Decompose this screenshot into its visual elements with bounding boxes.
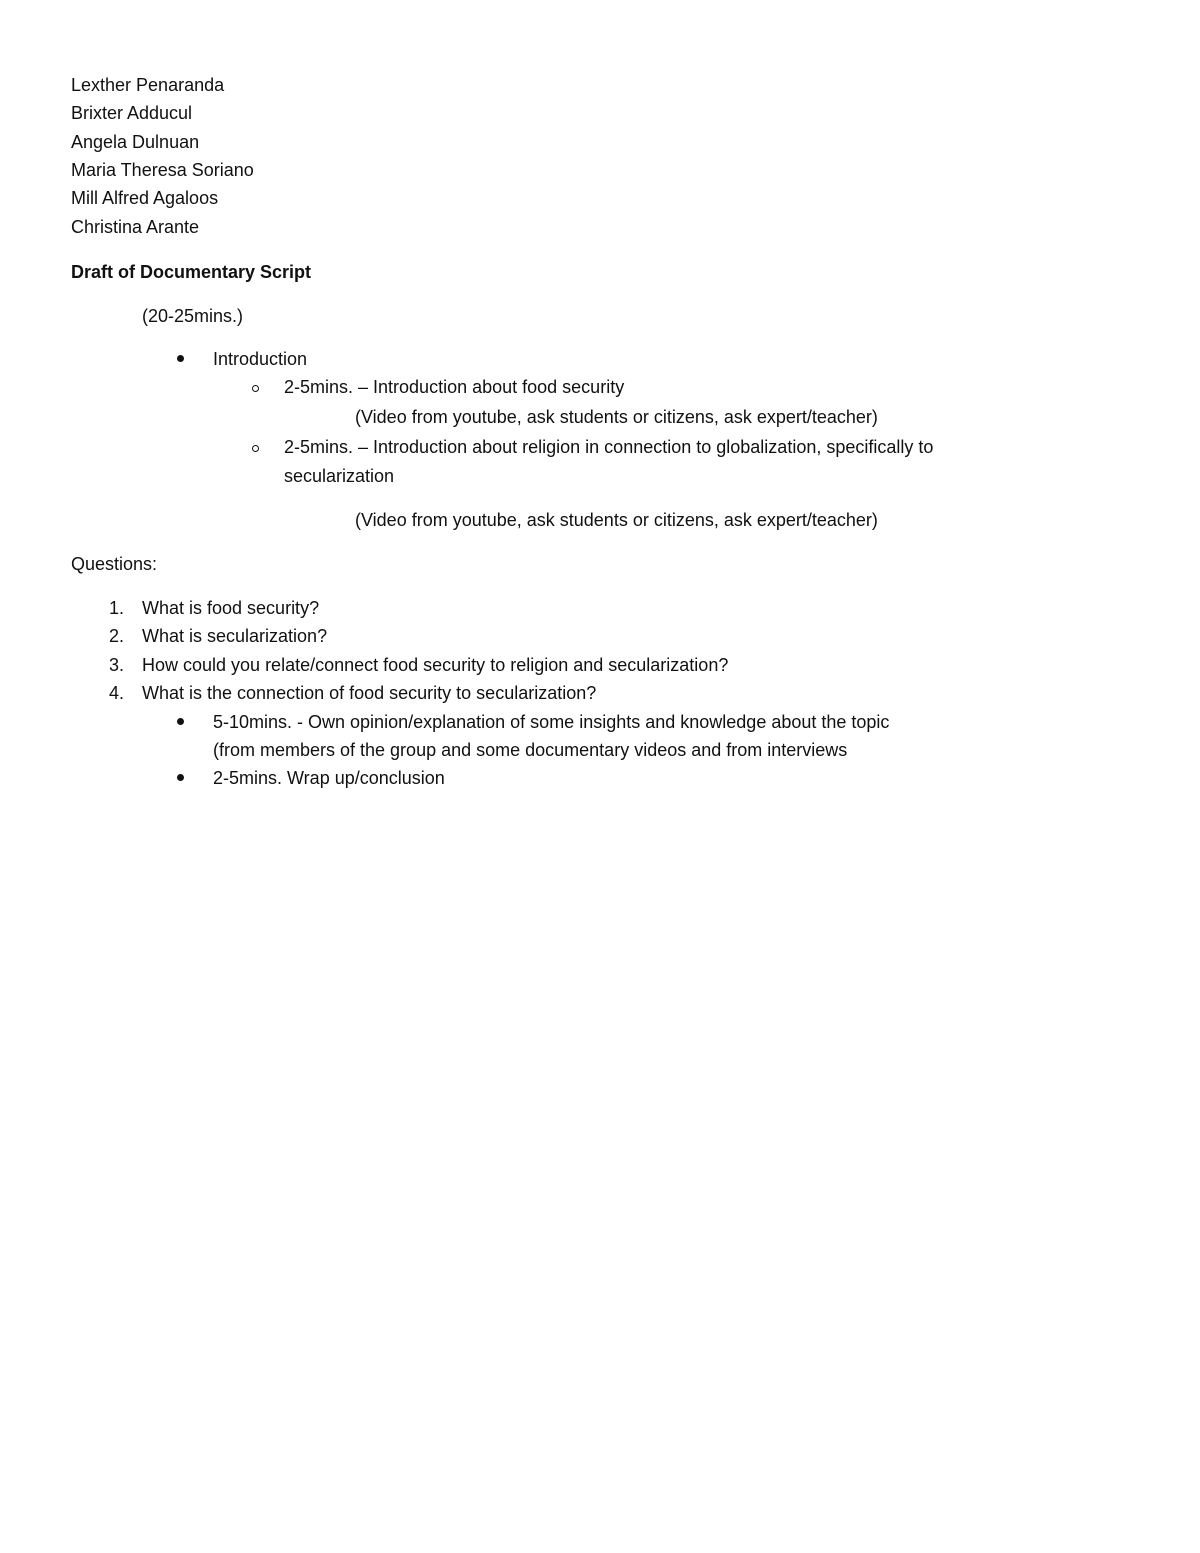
question-text: What is the connection of food security to secularization? xyxy=(142,683,597,703)
circle-bullet-icon xyxy=(252,445,259,452)
closing-item-continued: (from members of the group and some documentary videos and from interviews xyxy=(213,740,848,760)
author-name: Lexther Penaranda xyxy=(71,75,225,95)
author-name: Mill Alfred Agaloos xyxy=(71,188,219,208)
question-number: 1. xyxy=(108,598,124,618)
bullet-icon xyxy=(177,774,184,781)
intro-label: Introduction xyxy=(213,349,308,369)
intro-sub-item: 2-5mins. – Introduction about food security xyxy=(284,377,625,397)
question-text: What is food security? xyxy=(142,598,320,618)
closing-item: 2-5mins. Wrap up/conclusion xyxy=(213,768,445,788)
author-name: Christina Arante xyxy=(71,217,200,237)
question-number: 2. xyxy=(108,626,124,646)
question-text: What is secularization? xyxy=(142,626,328,646)
closing-item: 5-10mins. - Own opinion/explanation of some insights and knowledge about the topic xyxy=(213,712,890,732)
bullet-icon xyxy=(177,355,184,362)
questions-heading: Questions: xyxy=(71,554,158,574)
intro-sub-note: (Video from youtube, ask students or citizens, ask expert/teacher) xyxy=(355,510,878,530)
question-number: 3. xyxy=(108,655,124,675)
document-title: Draft of Documentary Script xyxy=(71,262,312,282)
question-number: 4. xyxy=(108,683,124,703)
duration-text: (20-25mins.) xyxy=(142,306,244,326)
author-name: Maria Theresa Soriano xyxy=(71,160,254,180)
circle-bullet-icon xyxy=(252,385,259,392)
question-text: How could you relate/connect food security to religion and secularization? xyxy=(142,655,729,675)
intro-sub-note: (Video from youtube, ask students or citizens, ask expert/teacher) xyxy=(355,407,878,427)
author-name: Brixter Adducul xyxy=(71,103,193,123)
author-name: Angela Dulnuan xyxy=(71,132,200,152)
intro-sub-item-continued: secularization xyxy=(284,466,395,486)
intro-sub-item: 2-5mins. – Introduction about religion in connection to globalization, specifically to xyxy=(284,437,934,457)
bullet-icon xyxy=(177,718,184,725)
